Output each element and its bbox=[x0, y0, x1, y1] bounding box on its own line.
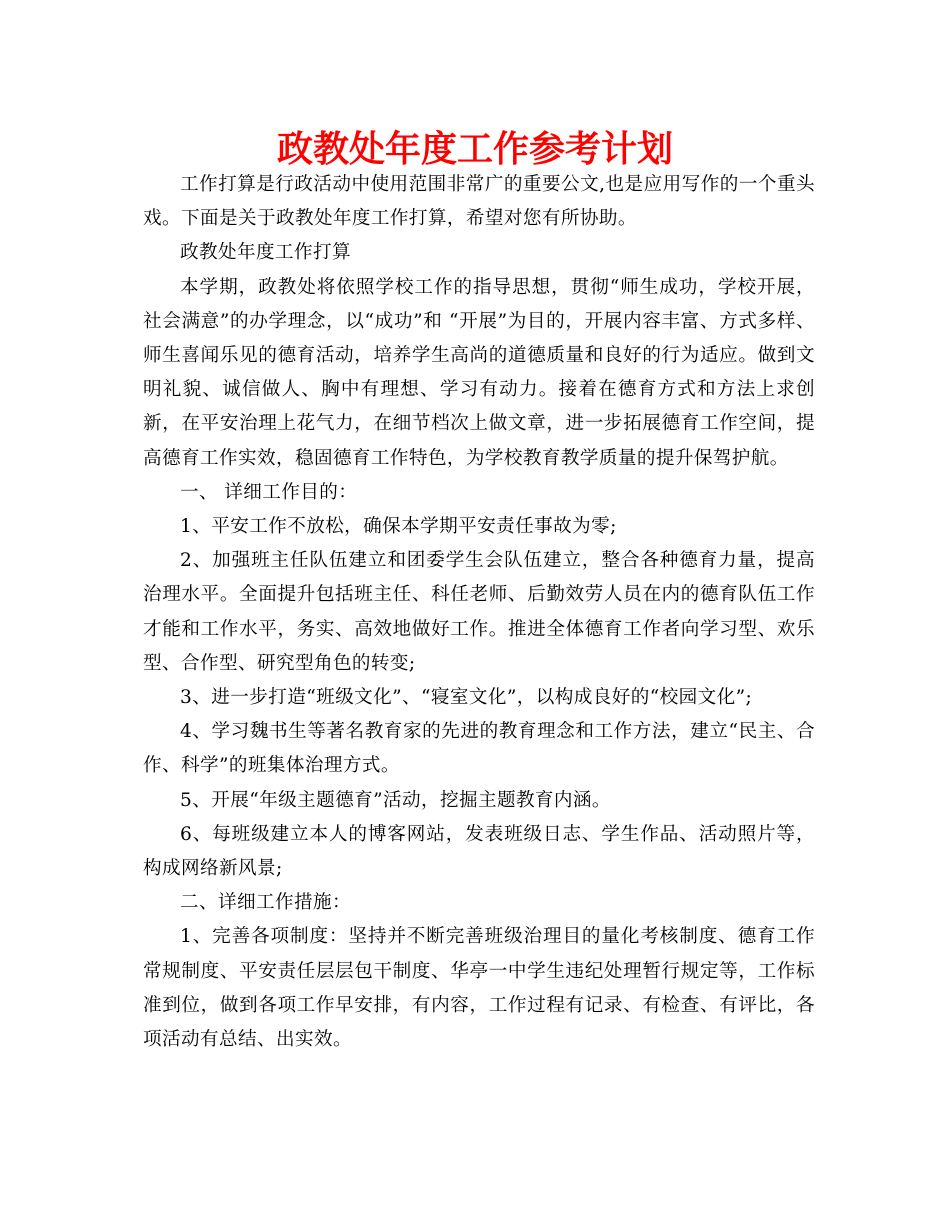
goal-item-6: 6、每班级建立本人的博客网站，发表班级日志、学生作品、活动照片等，构成网络新风景; bbox=[143, 823, 815, 880]
goal-item-5: 5、开展“年级主题德育”活动，挖掘主题教育内涵。 bbox=[180, 789, 611, 811]
document-title: 政教处年度工作参考计划 bbox=[276, 129, 673, 170]
document-body bbox=[143, 168, 815, 1057]
paragraph-subtitle: 政教处年度工作打算 bbox=[180, 242, 351, 264]
measure-item-1: 1、完善各项制度：坚持并不断完善班级治理目的量化考核制度、德育工作常规制度、平安责任层层包干制度、华亭一中学生违纪处理暂行规定等，工作标准到位，做到各项工作早安排，有内容，工作过程有记录、有检查、有评比，各项活动有总结、出实效。 bbox=[143, 926, 815, 1051]
goal-item-2: 2、加强班主任队伍建立和团委学生会队伍建立，整合各种德育力量，提高治理水平。全面提升包括班主任、科任老师、后勤效劳人员在内的德育队伍工作才能和工作水平，务实、高效地做好工作。推进全体德育工作者向学习型、欢乐型、合作型、研究型角色的转变; bbox=[143, 550, 815, 674]
goal-item-1: 1、平安工作不放松，确保本学期平安责任事故为零; bbox=[180, 516, 617, 538]
goal-item-3: 3、进一步打造“班级文化”、“寝室文化”，以构成良好的“校园文化”; bbox=[180, 687, 753, 709]
section-heading-measures: 二、详细工作措施： bbox=[180, 892, 351, 914]
paragraph-guiding-thought: 本学期，政教处将依照学校工作的指导思想，贯彻“师生成功，学校开展，社会满意”的办学理念，以“成功”和 “开展”为目的，开展内容丰富、方式多样、师生喜闻乐见的德育活动，培养学生高尚的道德质量和良好的行为适应。做到文明礼貌、诚信做人、胸中有理想、学习有动力。接着在德育方式和方法上求创新，在平安治理上花气力，在细节档次上做文章，进一步拓展德育工作空间，提高德育工作实效，稳固德育工作特色，为学校教育教学质量的提升保驾护航。 bbox=[143, 276, 815, 469]
paragraph-intro: 工作打算是行政活动中使用范围非常广的重要公文,也是应用写作的一个重头戏。下面是关于政教处年度工作打算，希望对您有所协助。 bbox=[143, 174, 815, 230]
section-heading-goals: 一、 详细工作目的： bbox=[180, 481, 358, 503]
goal-item-4: 4、学习魏书生等著名教育家的先进的教育理念和工作方法，建立“民主、合作、科学”的班集体治理方式。 bbox=[143, 721, 815, 777]
